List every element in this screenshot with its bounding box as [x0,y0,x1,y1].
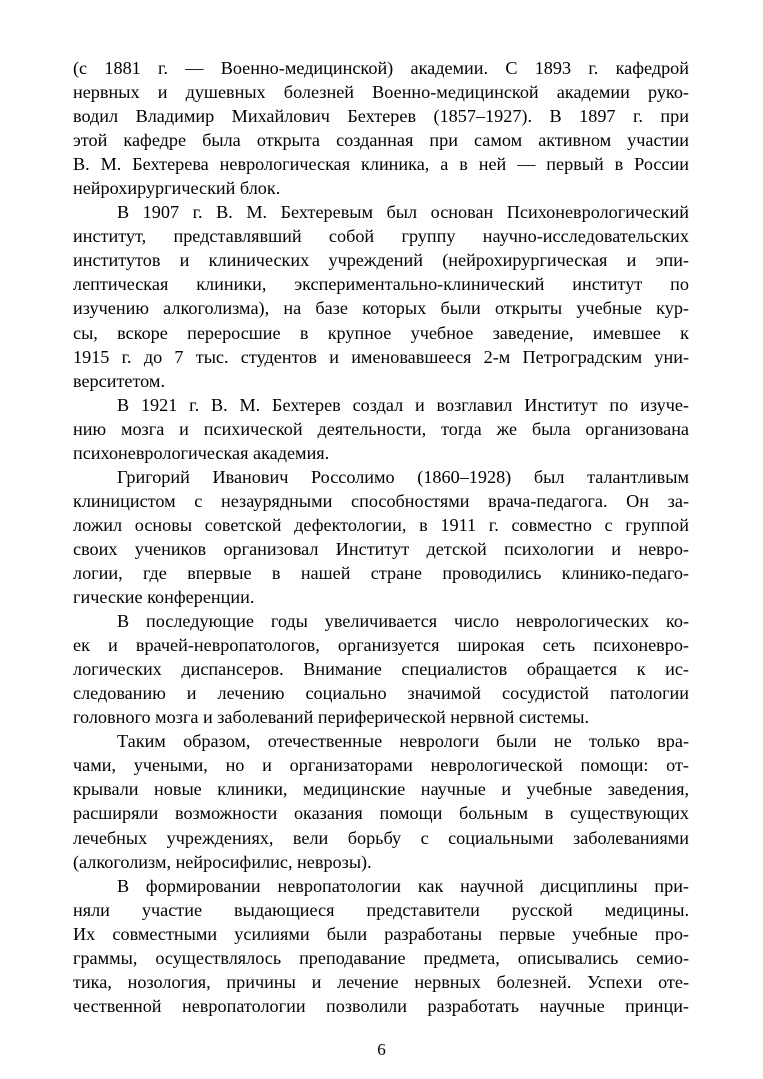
text-line: своих учеников организовал Институт детской психологии и невро- [73,538,689,559]
text-line: (с 1881 г. — Военно-медицинской) академии. С 1893 г. кафедрой [73,58,689,78]
paragraph [73,874,689,1018]
paragraph [73,393,689,465]
text-line: чами, учеными, но и организаторами неврологической помощи: от- [73,755,689,776]
page-number: 6 [377,1040,386,1059]
text-line: тика, нозология, причины и лечение нервных болезней. Успехи оте- [73,971,689,992]
text-line: няли участие выдающиеся представители русской медицины. [73,899,689,920]
text-line: гические конференции. [73,587,255,608]
text-line: этой кафедре была открыта созданная при самом активном участии [73,130,689,151]
text-line: ек и врачей-невропатологов, организуется широкая сеть психоневро- [73,635,689,656]
text-line: граммы, осуществлялось преподавание предмета, описывались семио- [73,947,689,968]
paragraph [73,465,689,609]
text-line: (алкоголизм, нейросифилис, неврозы). [73,851,372,872]
text-line: логии, где впервые в нашей стране проводились клинико-педаго- [73,562,689,583]
text-line: институтов и клинических учреждений (нейрохирургическая и эпи- [73,250,689,271]
text-line: чественной невропатологии позволили разработать научные принци- [73,995,689,1016]
text-line: психоневрологическая академия. [73,442,330,463]
text-line: верситетом. [73,370,165,391]
text-line: В 1907 г. В. М. Бехтеревым был основан Психоневрологический [117,202,689,223]
text-line: институт, представлявший собой группу научно-исследовательских [73,226,689,247]
text-line: следованию и лечению социально значимой сосудистой патологии [73,683,689,704]
text-line: крывали новые клиники, медицинские научные и учебные заведения, [73,779,689,800]
text-line: водил Владимир Михайлович Бехтерев (1857–1927). В 1897 г. при [73,106,689,127]
text-line: нейрохирургический блок. [73,178,281,199]
text-line: лечебных учреждениях, вели борьбу с социальными заболеваниями [73,827,689,848]
text-line: Их совместными усилиями были разработаны первые учебные про- [73,923,689,944]
paragraph [73,200,689,392]
text-line: Григорий Иванович Россолимо (1860–1928) был талантливым [117,466,689,487]
text-line: В последующие годы увеличивается число неврологических ко- [117,611,689,632]
text-line: В формировании невропатологии как научной дисциплины при- [117,875,689,896]
text-line: головного мозга и заболеваний периферической нервной системы. [73,707,590,728]
text-line: В. М. Бехтерева неврологическая клиника, а в ней — первый в России [73,154,689,175]
text-line: лептическая клиники, экспериментально-клинический институт по [73,274,689,295]
text-line: 1915 г. до 7 тыс. студентов и именовавшееся 2-м Петроградским уни- [73,346,689,367]
text-line: расширяли возможности оказания помощи больным в существующих [73,803,689,824]
text-line: Таким образом, отечественные неврологи были не только вра- [117,731,689,752]
text-line: логических диспансеров. Внимание специалистов обращается к ис- [73,659,689,680]
text-line: изучению алкоголизма), на базе которых были открыты учебные кур- [73,298,689,319]
paragraph [73,56,689,200]
paragraph [73,729,689,873]
text-line: В 1921 г. В. М. Бехтерев создал и возглавил Институт по изуче- [117,394,689,415]
text-line: ложил основы советской дефектологии, в 1911 г. совместно с группой [73,514,689,535]
page-body [73,56,689,1018]
text-line: нервных и душевных болезней Военно-медицинской академии руко- [73,82,689,103]
paragraph [73,609,689,729]
text-line: нию мозга и психической деятельности, тогда же была организована [73,418,689,439]
text-line: клиницистом с незаурядными способностями врача-педагога. Он за- [73,490,689,511]
text-line: сы, вскоре переросшие в крупное учебное заведение, имевшее к [73,322,689,343]
